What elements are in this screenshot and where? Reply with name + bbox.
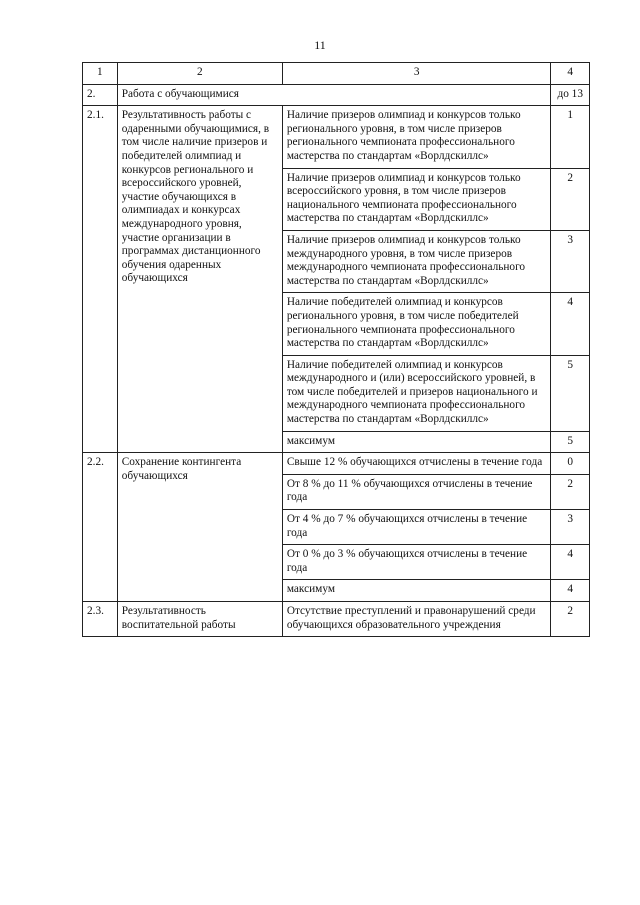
criterion-text: максимум: [282, 431, 551, 453]
group-number: 2.2.: [83, 453, 118, 602]
criterion-points: 2: [551, 168, 590, 230]
criterion-text: Наличие призеров олимпиад и конкурсов только регионального уровня, в том числе призеров регионального чемпионата профессионального мастерства по стандартам «Ворлдскиллс»: [282, 106, 551, 168]
criterion-row: [83, 106, 590, 168]
header-col-1: 1: [83, 63, 118, 85]
header-col-2: 2: [117, 63, 282, 85]
criterion-points: 4: [551, 545, 590, 580]
criterion-points: 5: [551, 355, 590, 431]
criterion-points: 5: [551, 431, 590, 453]
section-row: [83, 84, 590, 106]
section-title: Работа с обучающимися: [117, 84, 551, 106]
criterion-points: 4: [551, 293, 590, 355]
criterion-text: От 4 % до 7 % обучающихся отчислены в течение года: [282, 510, 551, 545]
group-number: 2.3.: [83, 602, 118, 637]
criterion-text: Наличие призеров олимпиад и конкурсов только всероссийского уровня, в том числе призеров национального чемпионата профессионального мастерства по стандартам «Ворлдскиллс»: [282, 168, 551, 230]
criterion-text: Наличие призеров олимпиад и конкурсов только международного уровня, в том числе призеров международного чемпионата профессионального мастерства по стандартам «Ворлдскиллс»: [282, 230, 551, 292]
header-col-4: 4: [551, 63, 590, 85]
criterion-points: 1: [551, 106, 590, 168]
header-col-3: 3: [282, 63, 551, 85]
criterion-text: Свыше 12 % обучающихся отчислены в течение года: [282, 453, 551, 475]
group-number: 2.1.: [83, 106, 118, 453]
criterion-points: 3: [551, 230, 590, 292]
criterion-text: максимум: [282, 580, 551, 602]
criterion-points: 2: [551, 602, 590, 637]
criterion-text: Отсутствие преступлений и правонарушений среди обучающихся образовательного учреждения: [282, 602, 551, 637]
criterion-points: 3: [551, 510, 590, 545]
criterion-text: От 0 % до 3 % обучающихся отчислены в течение года: [282, 545, 551, 580]
table-header-row: [83, 63, 590, 85]
criterion-points: 2: [551, 474, 590, 509]
group-title: Результативность работы с одаренными обучающимися, в том числе наличие призеров и победителей олимпиад и конкурсов регионального и всероссийского уровней, участие обучающихся в олимпиадах и конкурсах международного уровня, участие организации в программах дистанционного обучения одаренных обучающихся: [117, 106, 282, 453]
criterion-text: Наличие победителей олимпиад и конкурсов международного и (или) всероссийского уровней, в том числе победителей и призеров национального и международного чемпионата профессионального мастерства по стандартам «Ворлдскиллс»: [282, 355, 551, 431]
section-number: 2.: [83, 84, 118, 106]
group-title: Сохранение контингента обучающихся: [117, 453, 282, 602]
criterion-text: Наличие победителей олимпиад и конкурсов регионального уровня, в том числе победителей регионального чемпионата профессионального мастерства по стандартам «Ворлдскиллс»: [282, 293, 551, 355]
criteria-table: [82, 62, 590, 637]
page-number: 11: [314, 38, 326, 52]
section-points: до 13: [551, 84, 590, 106]
criterion-row: [83, 602, 590, 637]
criterion-row: [83, 453, 590, 475]
criterion-points: 0: [551, 453, 590, 475]
criterion-text: От 8 % до 11 % обучающихся отчислены в течение года: [282, 474, 551, 509]
criterion-points: 4: [551, 580, 590, 602]
group-title: Результативность воспитательной работы: [117, 602, 282, 637]
